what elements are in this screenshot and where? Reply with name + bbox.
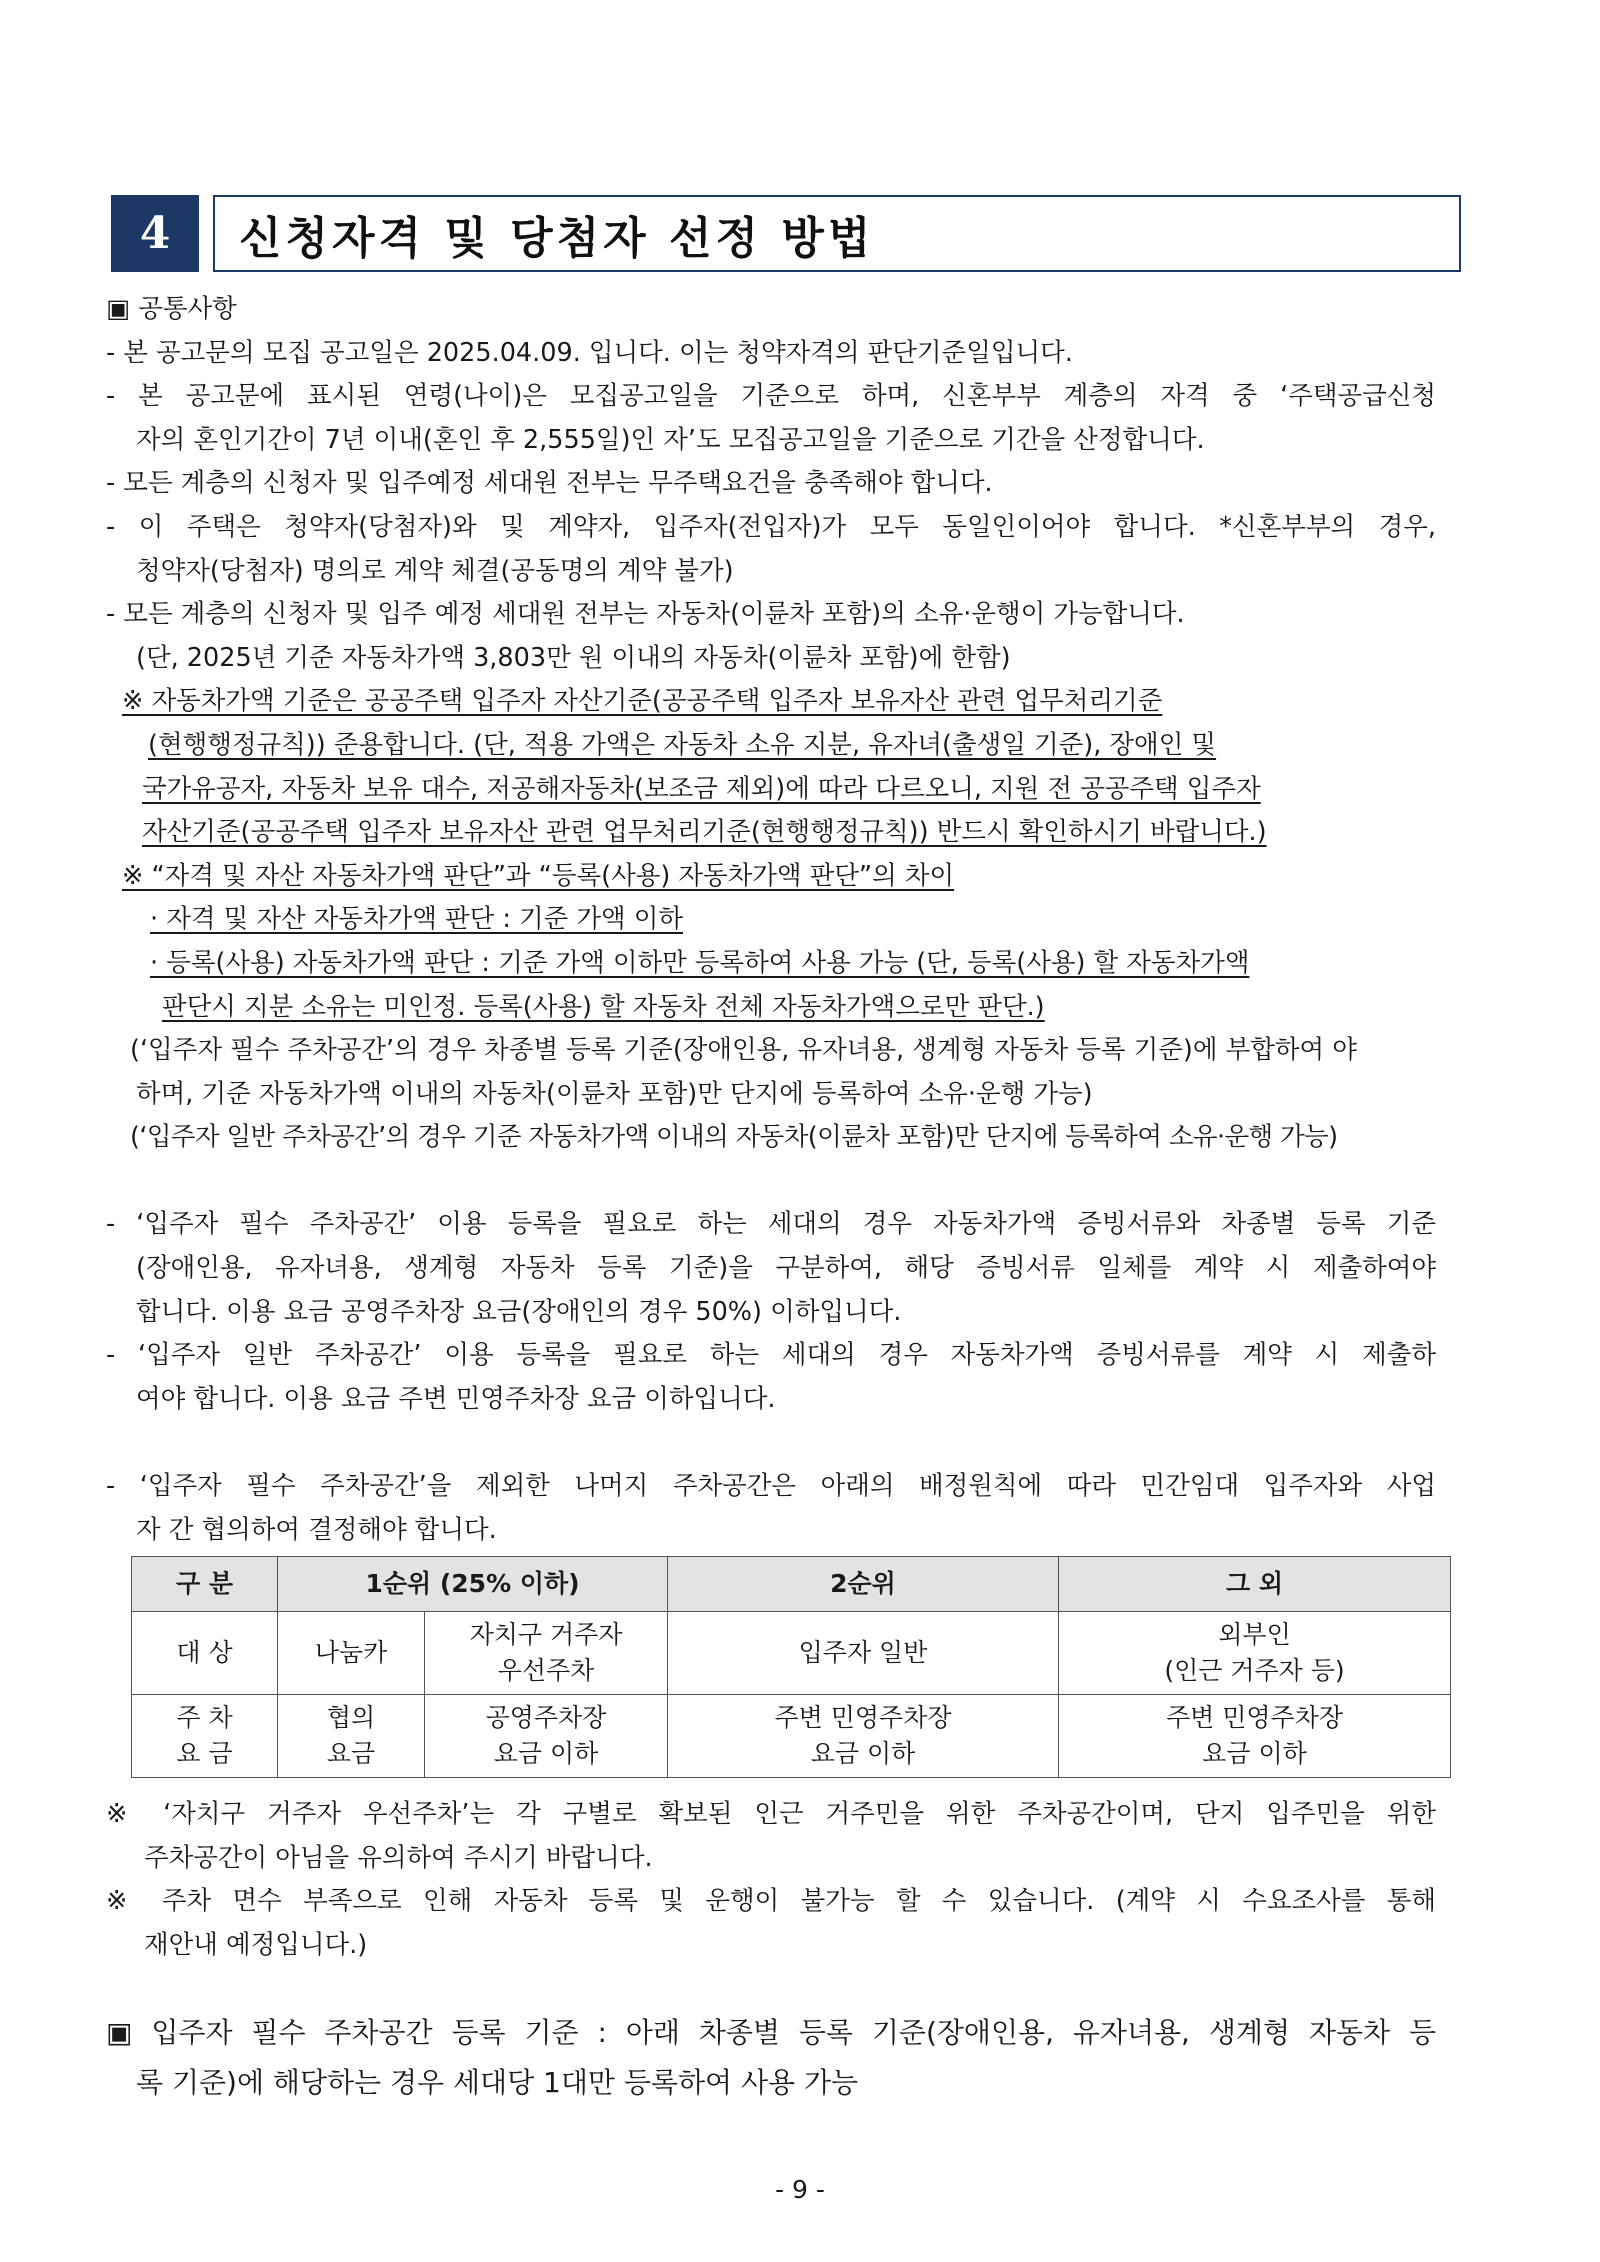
text-line: (장애인용, 유자녀용, 생계형 자동차 등록 기준)을 구분하여, 해당 증빙서류 일체를 계약 시 제출하여야 [136, 1253, 1436, 1284]
table-cell: 협의 요금 [278, 1695, 425, 1778]
text-line: 청약자(당첨자) 명의로 계약 체결(공동명의 계약 불가) [136, 555, 734, 586]
note-line: 주차공간이 아님을 유의하여 주시기 바랍니다. [144, 1842, 653, 1873]
text-line: 합니다. 이용 요금 공영주차장 요금(장애인의 경우 50%) 이하입니다. [136, 1296, 902, 1327]
text-line: - 이 주택은 청약자(당첨자)와 및 계약자, 입주자(전입자)가 모두 동일인이어야 합니다. *신혼부부의 경우, [106, 511, 1436, 542]
text-line: - 모든 계층의 신청자 및 입주예정 세대원 전부는 무주택요건을 충족해야 합니다. [106, 468, 993, 499]
note-line: (현행행정규칙)) 준용합니다. (단, 적용 가액은 자동차 소유 지분, 유자녀(출생일 기준), 장애인 및 [148, 729, 1217, 760]
note-line: · 등록(사용) 자동차가액 판단 : 기준 가액 이하만 등록하여 사용 가능 (단, 등록(사용) 할 자동차가액 [150, 947, 1250, 978]
table-row [132, 1612, 1451, 1695]
text-line: 하며, 기준 자동차가액 이내의 자동차(이륜차 포함)만 단지에 등록하여 소유·운행 가능) [136, 1078, 1093, 1109]
text-line: - ‘입주자 필수 주차공간’을 제외한 나머지 주차공간은 아래의 배정원칙에 따라 민간임대 입주자와 사업 [106, 1471, 1436, 1502]
table-cell: 입주자 일반 [668, 1612, 1059, 1695]
table-header-cell: 구 분 [132, 1557, 278, 1612]
text-line: - ‘입주자 일반 주차공간’ 이용 등록을 필요로 하는 세대의 경우 자동차가액 증빙서류를 계약 시 제출하 [106, 1340, 1436, 1371]
note-line: ※ 주차 면수 부족으로 인해 자동차 등록 및 운행이 불가능 할 수 있습니다. (계약 시 수요조사를 통해 [106, 1886, 1436, 1917]
common-heading: ▣ 공통사항 [106, 294, 237, 324]
table-cell: 나눔카 [278, 1612, 425, 1695]
note-line: 자산기준(공공주택 입주자 보유자산 관련 업무처리기준(현행행정규칙)) 반드시 확인하시기 바랍니다.) [142, 817, 1267, 848]
table-row [132, 1695, 1451, 1778]
table-cell: 자치구 거주자 우선주차 [425, 1612, 668, 1695]
text-line: (‘입주자 필수 주차공간’의 경우 차종별 등록 기준(장애인용, 유자녀용, 생계형 자동차 등록 기준)에 부합하여 야 [130, 1035, 1357, 1066]
table-cell: 외부인 (인근 거주자 등) [1059, 1612, 1451, 1695]
text-line: - 본 공고문의 모집 공고일은 2025.04.09. 입니다. 이는 청약자격의 판단기준일입니다. [106, 337, 1073, 368]
text-line: - 모든 계층의 신청자 및 입주 예정 세대원 전부는 자동차(이륜차 포함)의 소유·운행이 가능합니다. [106, 599, 1185, 630]
table-header-cell: 1순위 (25% 이하) [278, 1557, 668, 1612]
note-line: ※ 자동차가액 기준은 공공주택 입주자 자산기준(공공주택 입주자 보유자산 관련 업무처리기준 [122, 686, 1163, 717]
parking-allocation-table [131, 1556, 1451, 1778]
table-cell: 주변 민영주차장 요금 이하 [1059, 1695, 1451, 1778]
section-body [106, 288, 1436, 1552]
row-label: 대 상 [132, 1612, 278, 1695]
note-line: 국가유공자, 자동차 보유 대수, 저공해자동차(보조금 제외)에 따라 다르오니, 지원 전 공공주택 입주자 [142, 773, 1261, 804]
text-line: (단, 2025년 기준 자동차가액 3,803만 원 이내의 자동차(이륜차 포함)에 한함) [136, 642, 1011, 673]
note-line: ※ “자격 및 자산 자동차가액 판단”과 “등록(사용) 자동차가액 판단”의 차이 [122, 860, 955, 891]
section-title: 신청자격 및 당첨자 선정 방법 [213, 195, 1461, 272]
text-line: 자 간 협의하여 결정해야 합니다. [136, 1514, 497, 1545]
text-line: - ‘입주자 필수 주차공간’ 이용 등록을 필요로 하는 세대의 경우 자동차가액 증빙서류와 차종별 등록 기준 [106, 1209, 1436, 1240]
section-header [111, 195, 1461, 272]
note-line: 판단시 지분 소유는 미인정. 등록(사용) 할 자동차 전체 자동차가액으로만 판단.) [162, 991, 1045, 1022]
page-number: - 9 - [775, 2175, 825, 2204]
table-cell: 공영주차장 요금 이하 [425, 1695, 668, 1778]
note-line: 재안내 예정입니다.) [144, 1929, 368, 1960]
text-line: - 본 공고문에 표시된 연령(나이)은 모집공고일을 기준으로 하며, 신혼부부 계층의 자격 중 ‘주택공급신청 [106, 381, 1436, 412]
table-header-cell: 2순위 [668, 1557, 1059, 1612]
registration-criteria [106, 2008, 1436, 2108]
text-line: 자의 혼인기간이 7년 이내(혼인 후 2,555일)인 자’도 모집공고일을 기준으로 기간을 산정합니다. [136, 424, 1205, 455]
section-number: 4 [111, 195, 199, 272]
criteria-line: ▣ 입주자 필수 주차공간 등록 기준 : 아래 차종별 등록 기준(장애인용, 유자녀용, 생계형 자동차 등 [106, 2016, 1436, 2049]
table-cell: 주변 민영주차장 요금 이하 [668, 1695, 1059, 1778]
text-line: 여야 합니다. 이용 요금 주변 민영주차장 요금 이하입니다. [136, 1383, 776, 1414]
table-header-row [132, 1557, 1451, 1612]
after-table-notes [106, 1793, 1436, 1967]
table-header-cell: 그 외 [1059, 1557, 1451, 1612]
text-line: (‘입주자 일반 주차공간’의 경우 기준 자동차가액 이내의 자동차(이륜차 포함)만 단지에 등록하여 소유·운행 가능) [130, 1122, 1338, 1153]
note-line: ※ ‘자치구 거주자 우선주차’는 각 구별로 확보된 인근 거주민을 위한 주차공간이며, 단지 입주민을 위한 [106, 1799, 1436, 1829]
note-line: · 자격 및 자산 자동차가액 판단 : 기준 가액 이하 [150, 904, 684, 935]
criteria-line: 록 기준)에 해당하는 경우 세대당 1대만 등록하여 사용 가능 [136, 2066, 859, 2099]
row-label: 주 차 요 금 [132, 1695, 278, 1778]
